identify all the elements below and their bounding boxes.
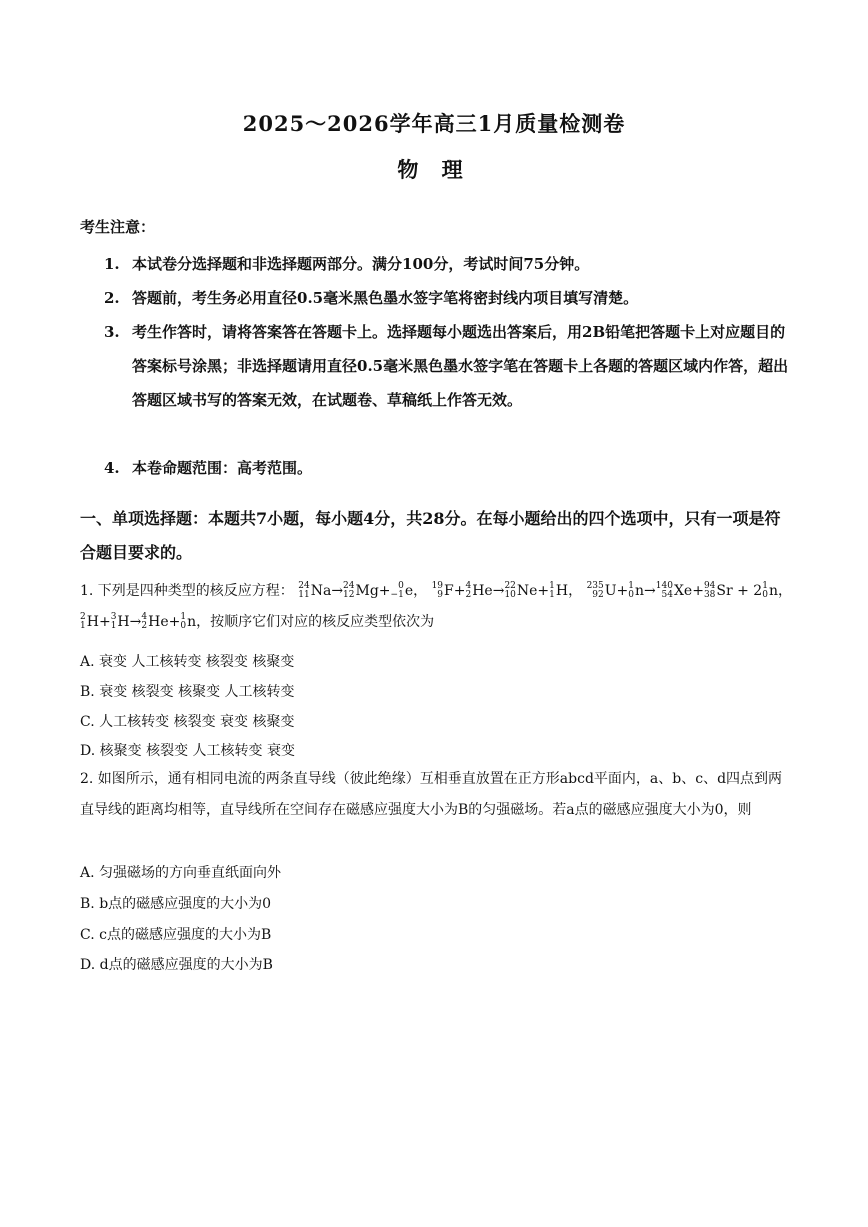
question-1-option-c[interactable]: C. 人工核转变 核裂变 衰变 核聚变: [80, 714, 295, 730]
notice-item-1: [104, 247, 794, 281]
section-heading: 一、单项选择题：本题共7小题，每小题4分，共28分。在每小题给出的四个选项中，只有一项是符合题目要求的。: [80, 509, 781, 562]
notice-item-number: 2.: [104, 289, 120, 307]
question-2-option-b[interactable]: B. b点的磁感应强度的大小为0: [80, 896, 272, 912]
question-2-option-d[interactable]: D. d点的磁感应强度的大小为B: [80, 957, 273, 973]
notice-item-text: 考生作答时，请将答案答在答题卡上。选择题每小题选出答案后，用2B铅笔把答题卡上对应题目的答案标号涂黑；非选择题请用直径0.5毫米黑色墨水签字笔在答题卡上各题的答题区域内作答，超出答题区域书写的答案无效，在试题卷、草稿纸上作答无效。: [132, 323, 789, 409]
notice-item-text: 本卷命题范围：高考范围。: [132, 459, 313, 477]
notice-item-number: 1.: [104, 255, 120, 273]
question-1-intro: 1. 下列是四种类型的核反应方程：: [80, 583, 294, 599]
reaction-fission: 235 92 U+ 1 0 n→ 140 54 Xe+ 94 38 Sr + 2 1 0 n: [586, 581, 778, 600]
question-1-tail: ，按顺序它们对应的核反应类型依次为: [196, 614, 435, 630]
notice-heading: 考生注意：: [80, 218, 156, 236]
notice-item-text: 本试卷分选择题和非选择题两部分。满分100分，考试时间75分钟。: [132, 255, 590, 273]
exam-title: 2025～2026学年高三1月质量检测卷: [242, 111, 626, 136]
reaction-artificial-transmutation: 19 9 F+ 4 2 He→ 22 10 Ne+ 1 1 H: [431, 581, 569, 600]
question-1-option-b[interactable]: B. 衰变 核裂变 核聚变 人工核转变: [80, 684, 295, 700]
question-2-stem: 2. 如图所示，通有相同电流的两条直导线（彼此绝缘）互相垂直放置在正方形abcd平面内，a、b、c、d四点到两直导线的距离均相等，直导线所在空间存在磁感应强度大小为B的匀强磁场。若a点的磁感应强度大小为0，则: [80, 771, 783, 818]
notice-item-4: [104, 451, 794, 485]
question-1-stem: 1. 下列是四种类型的核反应方程： 24 11 Na→ 24 12 Mg+ 0 −1 e， 19 9 F+ 4 2 He→ 22 10 Ne+ 1 1 H， 235 92 U+ 1 0 n→ 140 54 Xe+ 94 38 Sr + 2 1 0 n， 2 1 H+ 3 1 H→ 4 2 He+ 1 0 n，按顺序它们对应的核反应类型依次为: [80, 581, 792, 631]
notice-item-text: 答题前，考生务必用直径0.5毫米黑色墨水签字笔将密封线内项目填写清楚。: [132, 289, 639, 307]
notice-item-number: 4.: [104, 459, 120, 477]
subject-title: 物 理: [397, 157, 471, 182]
question-1-option-a[interactable]: A. 衰变 人工核转变 核裂变 核聚变: [80, 654, 295, 670]
notice-item-number: 3.: [104, 323, 120, 341]
notice-item-3: [104, 315, 794, 417]
question-2-option-a[interactable]: A. 匀强磁场的方向垂直纸面向外: [80, 865, 282, 881]
question-1-option-d[interactable]: D. 核聚变 核裂变 人工核转变 衰变: [80, 743, 295, 759]
reaction-beta-decay: 24 11 Na→ 24 12 Mg+ 0 −1 e: [298, 581, 414, 600]
notice-item-2: [104, 281, 794, 315]
reaction-fusion: 2 1 H+ 3 1 H→ 4 2 He+ 1 0 n: [80, 612, 197, 631]
question-2-option-c[interactable]: C. c点的磁感应强度的大小为B: [80, 927, 272, 943]
